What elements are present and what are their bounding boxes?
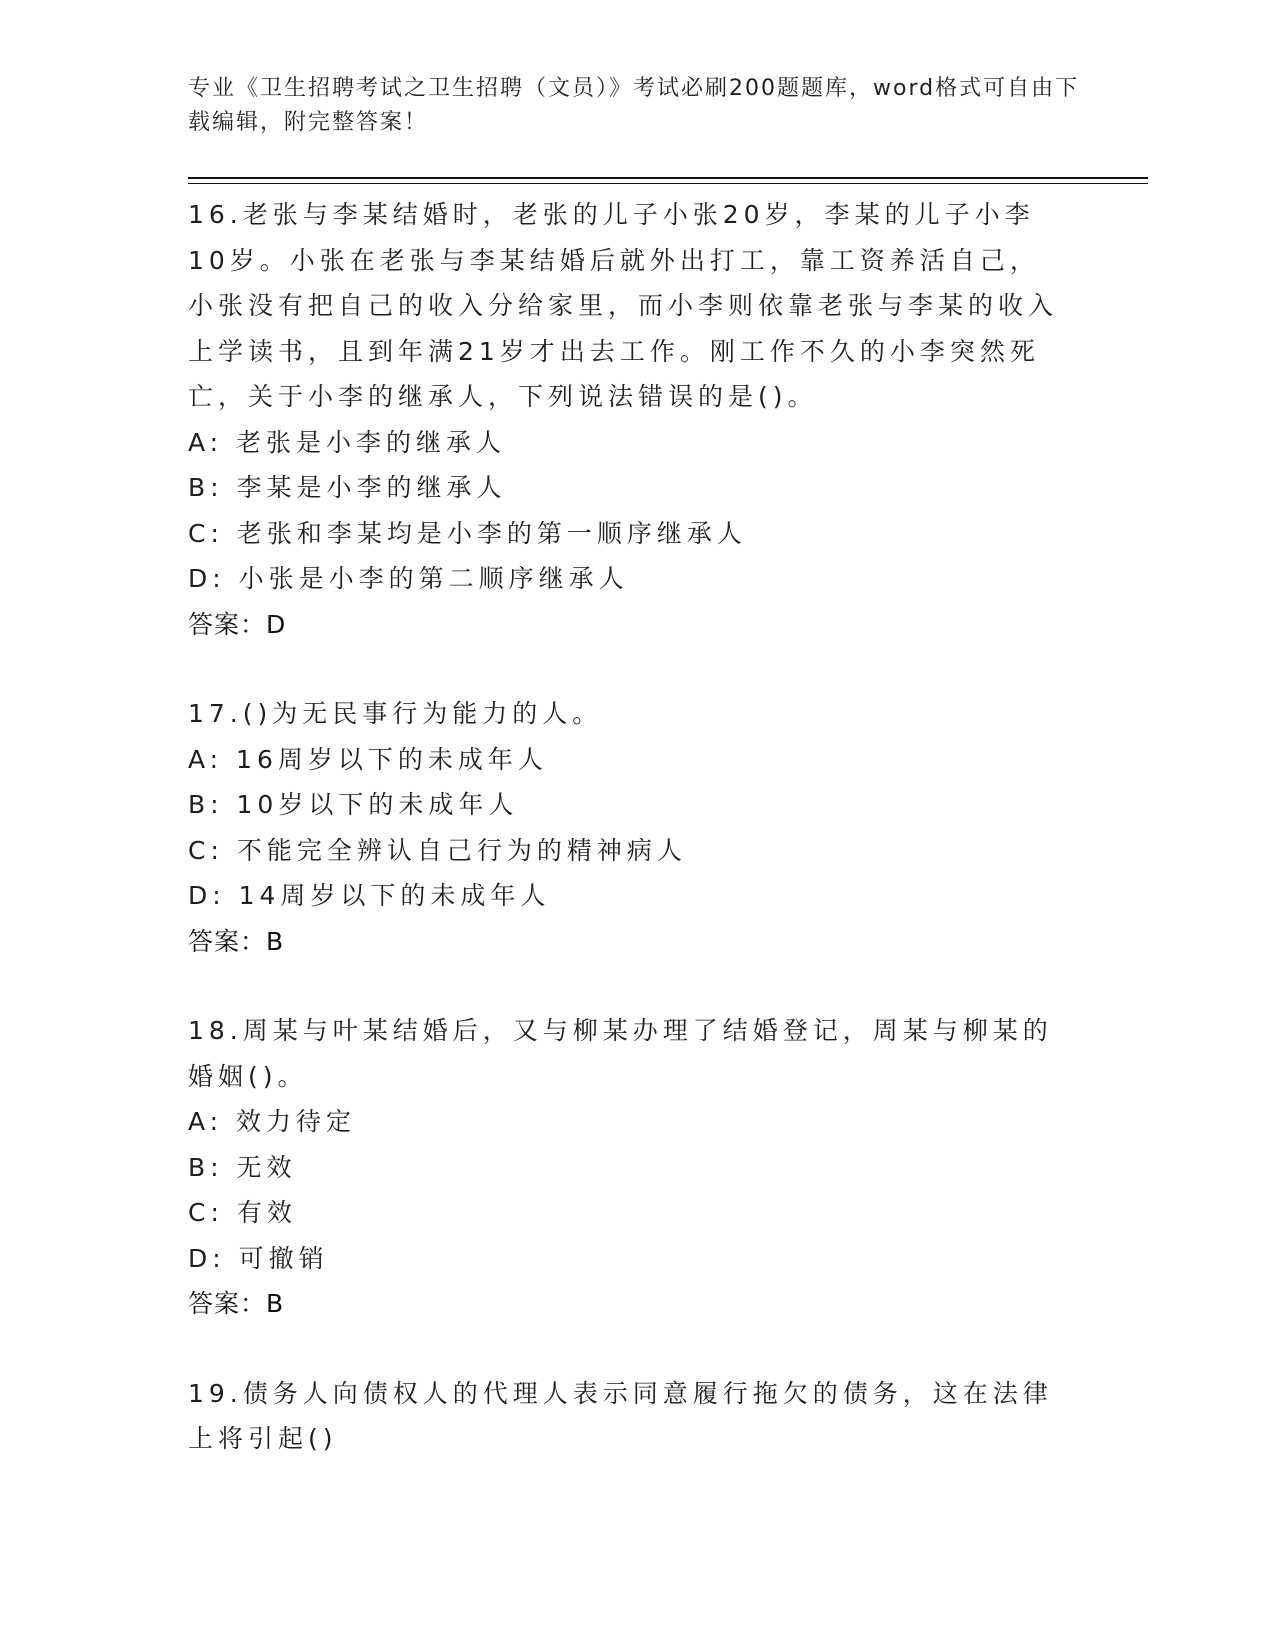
- option-d: D: 小张是小李的第二顺序继承人: [188, 564, 629, 593]
- option-b: B: 李某是小李的继承人: [188, 473, 507, 502]
- option-b: B: 10岁以下的未成年人: [188, 790, 519, 819]
- header-divider-thin: [188, 183, 1148, 184]
- question-16: [188, 192, 1068, 647]
- question-17: [188, 691, 1068, 964]
- option-c: C: 老张和李某均是小李的第一顺序继承人: [188, 518, 747, 548]
- question-stem: 16.老张与李某结婚时，老张的儿子小张20岁，李某的儿子小李10岁。小张在老张与李某结婚后就外出打工，靠工资养活自己，小张没有把自己的收入分给家里，而小李则依靠老张与李某的收入上学读书，且到年满21岁才出去工作。刚工作不久的小李突然死亡，关于小李的继承人，下列说法错误的是()。: [188, 200, 1059, 411]
- header-divider-thick: [188, 177, 1148, 179]
- question-18: [188, 1008, 1068, 1327]
- question-stem: 18.周某与叶某结婚后，又与柳某办理了结婚登记，周某与柳某的婚姻()。: [188, 1016, 1053, 1091]
- answer-label: 答案：B: [188, 926, 285, 956]
- question-stem: 17.()为无民事行为能力的人。: [188, 699, 603, 728]
- option-a: A: 16周岁以下的未成年人: [188, 744, 548, 774]
- question-stem: 19.债务人向债权人的代理人表示同意履行拖欠的债务，这在法律上将引起(): [188, 1378, 1053, 1453]
- option-c: C: 有效: [188, 1198, 297, 1227]
- option-b: B: 无效: [188, 1152, 297, 1182]
- question-list: [188, 192, 1068, 1462]
- option-d: D: 可撤销: [188, 1243, 329, 1273]
- option-d: D: 14周岁以下的未成年人: [188, 881, 551, 910]
- document-header: 专业《卫生招聘考试之卫生招聘（文员）》考试必刷200题题库，word格式可自由下载编辑，附完整答案！: [188, 76, 1080, 135]
- answer-label: 答案：D: [188, 609, 287, 639]
- option-c: C: 不能完全辨认自己行为的精神病人: [188, 835, 687, 865]
- option-a: A: 老张是小李的继承人: [188, 427, 507, 457]
- question-19: [188, 1371, 1068, 1462]
- option-a: A: 效力待定: [188, 1107, 357, 1136]
- answer-label: 答案：B: [188, 1289, 285, 1318]
